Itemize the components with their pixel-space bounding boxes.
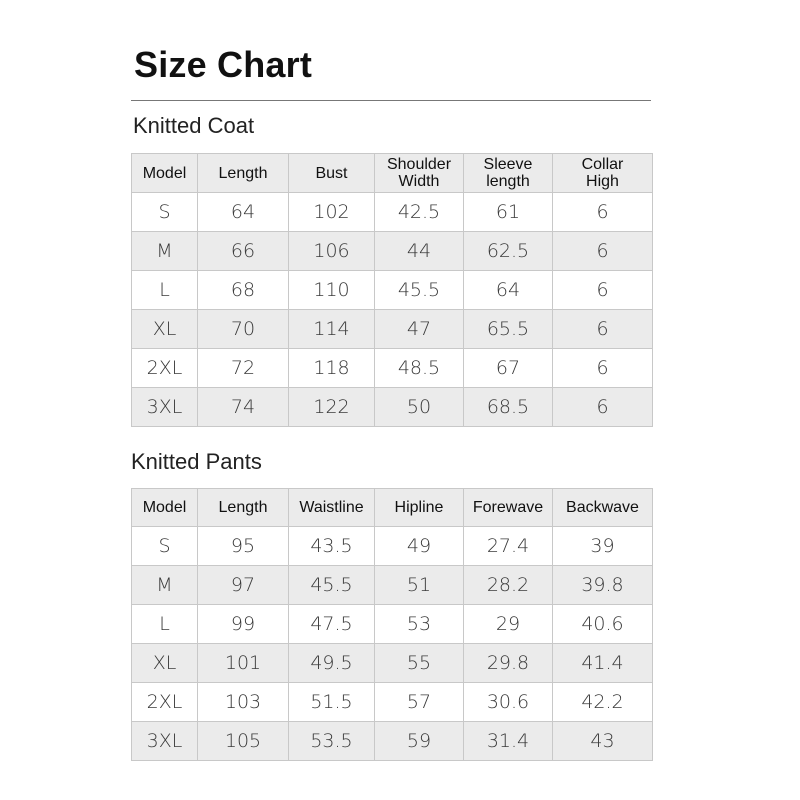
pants-size-table — [131, 488, 653, 761]
measurement-cell: 49.5 — [289, 644, 375, 683]
table-row — [132, 310, 653, 349]
measurement-cell: 114 — [289, 310, 375, 349]
measurement-cell: 118 — [289, 349, 375, 388]
page-title: Size Chart — [134, 44, 313, 85]
measurement-cell: 48.5 — [375, 349, 464, 388]
coat-column-header — [132, 154, 198, 193]
measurement-cell: 105 — [198, 722, 289, 761]
column-header-line: length — [486, 173, 530, 190]
size-label-cell: M — [132, 232, 198, 271]
measurement-cell: 47 — [375, 310, 464, 349]
coat-column-header — [198, 154, 289, 193]
measurement-cell: 43 — [553, 722, 653, 761]
measurement-cell: 61 — [464, 193, 553, 232]
size-label-cell: L — [132, 271, 198, 310]
measurement-cell: 30.6 — [464, 683, 553, 722]
measurement-cell: 49 — [375, 527, 464, 566]
measurement-cell: 47.5 — [289, 605, 375, 644]
coat-column-header — [464, 154, 553, 193]
size-label-cell: M — [132, 566, 198, 605]
column-header-line: Forewave — [472, 499, 544, 516]
measurement-cell: 42.2 — [553, 683, 653, 722]
measurement-cell: 6 — [553, 310, 653, 349]
measurement-cell: 51 — [375, 566, 464, 605]
measurement-cell: 29 — [464, 605, 553, 644]
column-header-line: Length — [218, 499, 268, 516]
measurement-cell: 59 — [375, 722, 464, 761]
table-row — [132, 193, 653, 232]
measurement-cell: 101 — [198, 644, 289, 683]
column-header-line: High — [586, 173, 619, 190]
column-header-line: Length — [218, 164, 268, 182]
measurement-cell: 70 — [198, 310, 289, 349]
measurement-cell: 64 — [464, 271, 553, 310]
measurement-cell: 99 — [198, 605, 289, 644]
table-row — [132, 644, 653, 683]
column-header-line: Bust — [315, 164, 348, 182]
pants-column-header — [464, 489, 553, 527]
measurement-cell: 53.5 — [289, 722, 375, 761]
size-label-cell: S — [132, 193, 198, 232]
table-row — [132, 722, 653, 761]
measurement-cell: 50 — [375, 388, 464, 427]
measurement-cell: 106 — [289, 232, 375, 271]
size-label-cell: L — [132, 605, 198, 644]
column-header-line: Sleeve — [483, 156, 533, 173]
table-row — [132, 527, 653, 566]
measurement-cell: 42.5 — [375, 193, 464, 232]
column-header-line: Collar — [581, 156, 624, 173]
measurement-cell: 103 — [198, 683, 289, 722]
measurement-cell: 40.6 — [553, 605, 653, 644]
table-row — [132, 605, 653, 644]
measurement-cell: 41.4 — [553, 644, 653, 683]
column-header-line: Model — [142, 499, 187, 516]
measurement-cell: 64 — [198, 193, 289, 232]
measurement-cell: 66 — [198, 232, 289, 271]
coat-column-header — [289, 154, 375, 193]
table-row — [132, 683, 653, 722]
measurement-cell: 95 — [198, 527, 289, 566]
measurement-cell: 74 — [198, 388, 289, 427]
measurement-cell: 31.4 — [464, 722, 553, 761]
measurement-cell: 51.5 — [289, 683, 375, 722]
measurement-cell: 29.8 — [464, 644, 553, 683]
table-row — [132, 349, 653, 388]
measurement-cell: 62.5 — [464, 232, 553, 271]
table-row — [132, 271, 653, 310]
table-row — [132, 566, 653, 605]
measurement-cell: 68 — [198, 271, 289, 310]
table-row — [132, 232, 653, 271]
measurement-cell: 6 — [553, 232, 653, 271]
measurement-cell: 28.2 — [464, 566, 553, 605]
column-header-line: Width — [398, 173, 440, 190]
measurement-cell: 43.5 — [289, 527, 375, 566]
size-label-cell: 3XL — [132, 388, 198, 427]
column-header-line: Waistline — [299, 499, 364, 516]
pants-column-header — [375, 489, 464, 527]
size-label-cell: XL — [132, 310, 198, 349]
measurement-cell: 6 — [553, 388, 653, 427]
size-label-cell: XL — [132, 644, 198, 683]
size-label-cell: 3XL — [132, 722, 198, 761]
measurement-cell: 39.8 — [553, 566, 653, 605]
measurement-cell: 72 — [198, 349, 289, 388]
table-row — [132, 388, 653, 427]
measurement-cell: 97 — [198, 566, 289, 605]
column-header-line: Shoulder — [386, 156, 452, 173]
measurement-cell: 110 — [289, 271, 375, 310]
pants-column-header — [198, 489, 289, 527]
measurement-cell: 122 — [289, 388, 375, 427]
size-label-cell: S — [132, 527, 198, 566]
measurement-cell: 45.5 — [375, 271, 464, 310]
pants-section-title: Knitted Pants — [131, 449, 262, 474]
coat-column-header — [375, 154, 464, 193]
measurement-cell: 45.5 — [289, 566, 375, 605]
coat-header-row — [132, 154, 653, 193]
measurement-cell: 44 — [375, 232, 464, 271]
pants-header-row — [132, 489, 653, 527]
measurement-cell: 27.4 — [464, 527, 553, 566]
coat-section-title: Knitted Coat — [133, 113, 255, 138]
coat-column-header — [553, 154, 653, 193]
coat-size-table — [131, 153, 653, 427]
measurement-cell: 39 — [553, 527, 653, 566]
title-divider — [131, 100, 651, 101]
measurement-cell: 53 — [375, 605, 464, 644]
measurement-cell: 68.5 — [464, 388, 553, 427]
column-header-line: Backwave — [566, 499, 639, 516]
column-header-line: Model — [142, 164, 187, 182]
pants-column-header — [132, 489, 198, 527]
size-label-cell: 2XL — [132, 349, 198, 388]
pants-column-header — [289, 489, 375, 527]
size-label-cell: 2XL — [132, 683, 198, 722]
measurement-cell: 67 — [464, 349, 553, 388]
measurement-cell: 6 — [553, 349, 653, 388]
measurement-cell: 65.5 — [464, 310, 553, 349]
measurement-cell: 6 — [553, 271, 653, 310]
measurement-cell: 102 — [289, 193, 375, 232]
measurement-cell: 55 — [375, 644, 464, 683]
pants-column-header — [553, 489, 653, 527]
measurement-cell: 57 — [375, 683, 464, 722]
column-header-line: Hipline — [394, 499, 444, 516]
measurement-cell: 6 — [553, 193, 653, 232]
